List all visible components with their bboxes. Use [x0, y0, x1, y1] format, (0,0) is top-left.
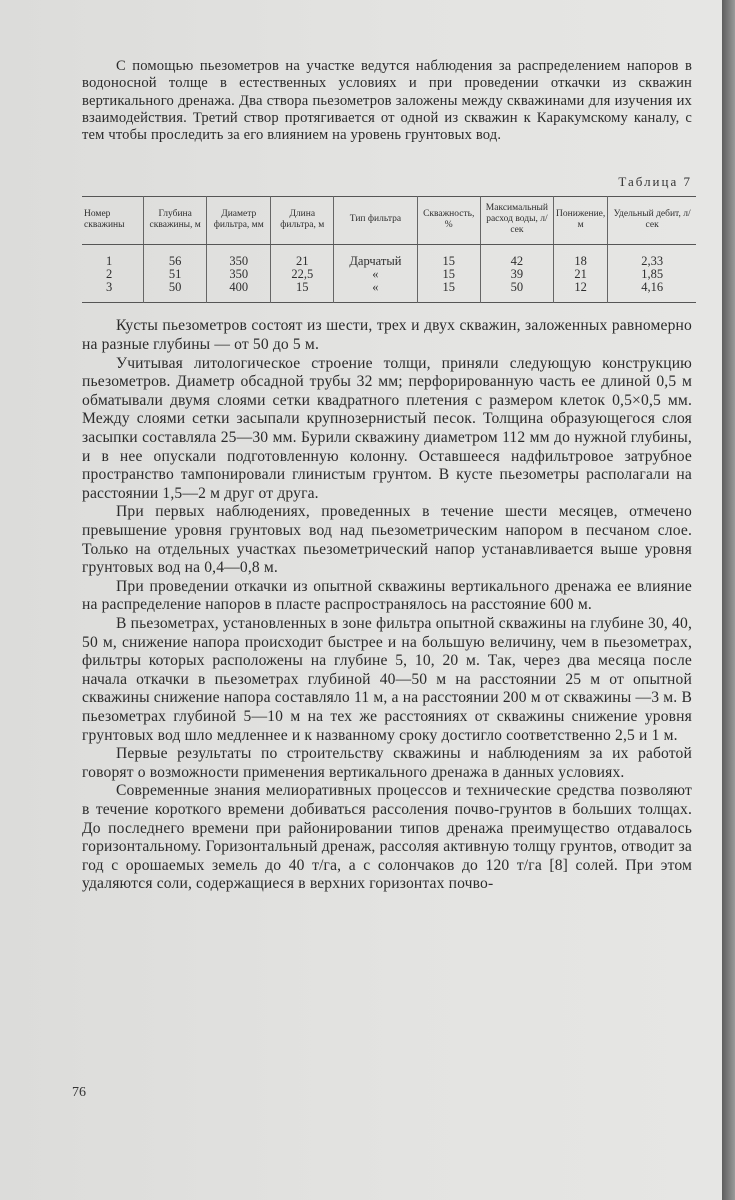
header-max-discharge: Максимальный расход воды, л/сек [480, 197, 553, 245]
cell: 1,85 [608, 268, 696, 281]
cell: 21 [554, 268, 608, 281]
paragraph: Первые результаты по строительству скважины и наблюдениям за их работой говорят о возможности применения вертикального дренажа в данных условиях. [82, 745, 692, 781]
text-column [82, 58, 692, 894]
header-well-depth: Глубина скважины, м [144, 197, 207, 245]
cell: 1 [106, 254, 113, 269]
paragraph: Кусты пьезометров состоят из шести, трех и двух скважин, заложенных равномерно на разные глубины — от 50 до 5 м. [82, 317, 692, 354]
cell: 12 [554, 281, 608, 303]
cell: 22,5 [271, 268, 334, 281]
paragraph: Учитывая литологическое строение толщи, приняли следующую конструкцию пьезометров. Диаметр обсадной трубы 32 мм; перфорированную часть ее длиной 0,5 м обматывали двумя слоями сетки квадратного плетения с размером клеток 0,5×0,5 мм. Между слоями сетки засыпали крупнозернистый песок. Толщина образующегося слоя засыпки составляла 25—30 мм. Бурили скважину диаметром 112 мм до нужной глубины, и в нее опускали подготовленную колонну. Оставшееся надфильтровое затрубное пространство тампонировали глинистым грунтом. В кусте пьезометры располагали на расстоянии 1,5—2 м друг от друга. [82, 354, 692, 502]
cell: 350 [207, 245, 271, 269]
cell: Дарчатый [334, 245, 418, 269]
cell: 15 [417, 281, 480, 303]
cell: 4,16 [608, 281, 696, 303]
cell: « [334, 268, 418, 281]
header-well-number: Номер скважины [82, 197, 144, 245]
paragraph: При первых наблюдениях, проведенных в течение шести месяцев, отмечено превышение уровня грунтовых вод над пьезометрическим напором в песчаном слое. Только на отдельных участках пьезометрический напор устанавливается выше уровня грунтовых вод на 0,4—0,8 м. [82, 503, 692, 577]
table-row [82, 281, 696, 303]
cell: 50 [144, 281, 207, 303]
cell: 50 [480, 281, 553, 303]
cell: « [334, 281, 418, 303]
cell: 3 [106, 280, 113, 295]
cell: 15 [271, 281, 334, 303]
body-text [82, 317, 692, 893]
header-porosity: Скважность, % [417, 197, 480, 245]
table-header-row [82, 197, 696, 245]
cell: 400 [207, 281, 271, 303]
header-filter-length: Длина фильтра, м [271, 197, 334, 245]
header-drawdown: Понижение, м [554, 197, 608, 245]
cell: 2,33 [608, 245, 696, 269]
cell: 350 [207, 268, 271, 281]
header-specific-yield: Удельный дебит, л/сек [608, 197, 696, 245]
cell: 39 [480, 268, 553, 281]
cell: 15 [417, 268, 480, 281]
cell: 15 [417, 245, 480, 269]
cell: 56 [144, 245, 207, 269]
paragraph: В пьезометрах, установленных в зоне фильтра опытной скважины на глубине 30, 40, 50 м, снижение напора происходит быстрее и на большую величину, чем в пьезометрах, фильтры которых расположены на глубине 5, 10, 20 м. Так, через два месяца после начала откачки в пьезометрах глубиной 40—50 м на расстоянии 25 м от опытной скважины снижение напора составляло 11 м, а на расстоянии 200 м от скважины —3 м. В пьезометрах глубиной 5—10 м на тех же расстояниях от скважины снижение уровня грунтовых вод шло медленнее и к названному сроку достигло соответственно 2,5 и 1 м. [82, 614, 692, 744]
table-row [82, 245, 696, 269]
paragraph: Современные знания мелиоративных процессов и технические средства позволяют в течение короткого времени добиваться рассоления почво-грунтов в больших толщах. До последнего времени при районировании типов дренажа преимущество отдавалось горизонтальному. Горизонтальный дренаж, рассоляя активную толщу грунтов, отводит за год с орошаемых земель до 40 т/га, а с солончаков до 120 т/га [8] солей. При этом удаляются соли, содержащиеся в верхних горизонтах почво- [82, 782, 692, 893]
page-edge [722, 0, 735, 1200]
cell: 2 [106, 267, 113, 282]
page-number: 76 [72, 1085, 86, 1100]
header-filter-diameter: Диаметр фильтра, мм [207, 197, 271, 245]
paragraph: При проведении откачки из опытной скважины вертикального дренажа ее влияние на распределение напоров в пласте распространялось на расстояние 600 м. [82, 577, 692, 614]
header-filter-type: Тип фильтра [334, 197, 418, 245]
cell: 18 [554, 245, 608, 269]
data-table [82, 196, 696, 303]
cell: 21 [271, 245, 334, 269]
cell: 51 [144, 268, 207, 281]
intro-paragraph: С помощью пьезометров на участке ведутся наблюдения за распределением напоров в водоносной толще в естественных условиях и при проведении откачки из скважин вертикального дренажа. Два створа пьезометров заложены между скважинами для изучения их взаимодействия. Третий створ протягивается от одной из скважин к Каракумскому каналу, с тем чтобы проследить за его влиянием на уровень грунтовых вод. [82, 58, 692, 144]
cell: 42 [480, 245, 553, 269]
table-caption: Таблица 7 [618, 174, 692, 190]
